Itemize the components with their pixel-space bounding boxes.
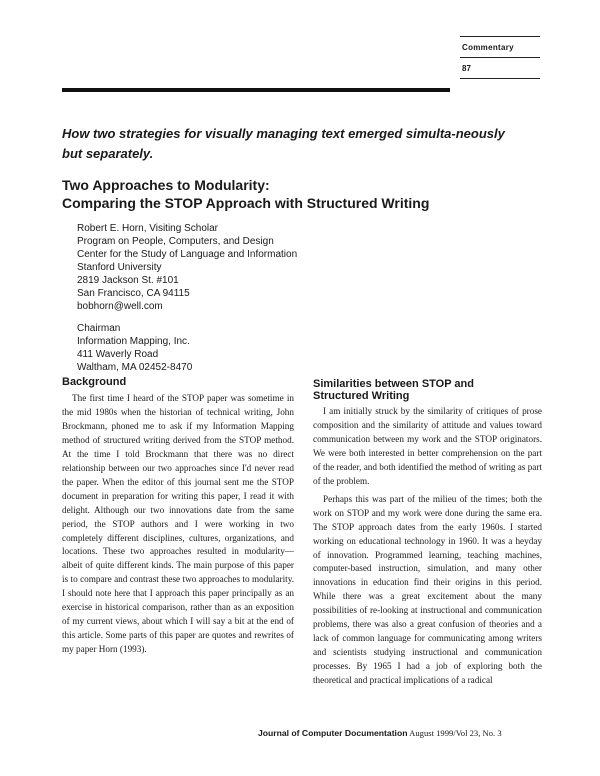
author-line: Robert E. Horn, Visiting Scholar — [77, 223, 218, 234]
author-line: Stanford University — [77, 262, 162, 273]
pull-quote: How two strategies for visually managing text emerged simulta-neously but separately. — [62, 126, 505, 161]
footer-issue: August 1999/Vol 23, No. 3 — [409, 728, 502, 738]
author-line: Program on People, Computers, and Design — [77, 236, 274, 247]
article-title — [62, 176, 542, 212]
author-line: 411 Waverly Road — [77, 349, 159, 360]
background-paragraph: The first time I heard of the STOP paper was sometime in the mid 1980s when the historian of technical writing, John Brockmann, phoned me to ask if my Information Mapping method of structured writing derived from the STOP method. At the time I told Brockmann that there was no direct relationship between our two approaches since I'd never read the paper. When the editor of this journal sent me the STOP document in preparation for writing this paper, I read it with delight. Although our two innovations date from the same period, the STOP authors and I were working in two completely different disciplines, cultures, organizations, and locations. These two approaches resulted in modularity—albeit of quite different kinds. The main purpose of this paper is to compare and contrast these two approaches to modularity. I should note here that I approach this paper principally as an exercise in historical comparison, rather than as an exposition of my current views, about which I will say a bit at the end of this article. Some parts of this paper are quotes and rewrites of my paper Horn (1993). — [62, 393, 294, 655]
footer-journal: Journal of Computer Documentation — [258, 728, 408, 738]
section-label: Commentary — [462, 43, 514, 52]
similarities-body — [313, 405, 542, 688]
similarities-heading-line-2: Structured Writing — [313, 390, 410, 402]
author-line: Chairman — [77, 323, 121, 334]
header-line-mid — [460, 57, 540, 58]
background-heading: Background — [62, 376, 127, 388]
header-line-top — [460, 36, 540, 37]
title-line-2: Comparing the STOP Approach with Structured Writing — [62, 195, 430, 211]
background-body — [62, 392, 294, 657]
similarities-paragraph: Perhaps this was part of the milieu of the times; both the work on STOP and my work were done during the same era. The STOP approach dates from the early 1960s. I started working on educational technology in 1960. It was a heyday of innovation. Programmed learning, teaching machines, computer-based instruction, simulation, and many other innovations in education find their origins in this period. While there was a great excitement about the many possibilities of re-looking at instructional and communication problems, there was also a great confusion of theories and a lack of common language for communicating among writers and scientists studying instructional and communication processes. By 1965 I had a job of exploring both the theoretical and practical implications of a radical — [313, 493, 542, 686]
author-block — [77, 222, 337, 374]
author-line: Waltham, MA 02452-8470 — [77, 362, 193, 373]
author-email: bobhorn@well.com — [77, 301, 163, 312]
similarities-heading — [313, 378, 543, 402]
page-footer — [258, 728, 502, 738]
similarities-heading-line-1: Similarities between STOP and — [313, 378, 474, 390]
author-line: Center for the Study of Language and Information — [77, 249, 298, 260]
similarities-paragraph: I am initially struck by the similarity of critiques of prose composition and the similarity of attitude and values toward communication between my work and the STOP originators. We were both interested in better comprehension on the part of the reader, and both identified the method of writing as part of the problem. — [313, 406, 542, 486]
header-rule — [62, 88, 450, 92]
title-line-1: Two Approaches to Modularity: — [62, 177, 270, 193]
author-line: 2819 Jackson St. #101 — [77, 275, 179, 286]
header-line-bottom — [460, 78, 540, 79]
author-line: San Francisco, CA 94115 — [77, 288, 190, 299]
author-line: Information Mapping, Inc. — [77, 336, 190, 347]
page-number: 87 — [462, 64, 471, 73]
